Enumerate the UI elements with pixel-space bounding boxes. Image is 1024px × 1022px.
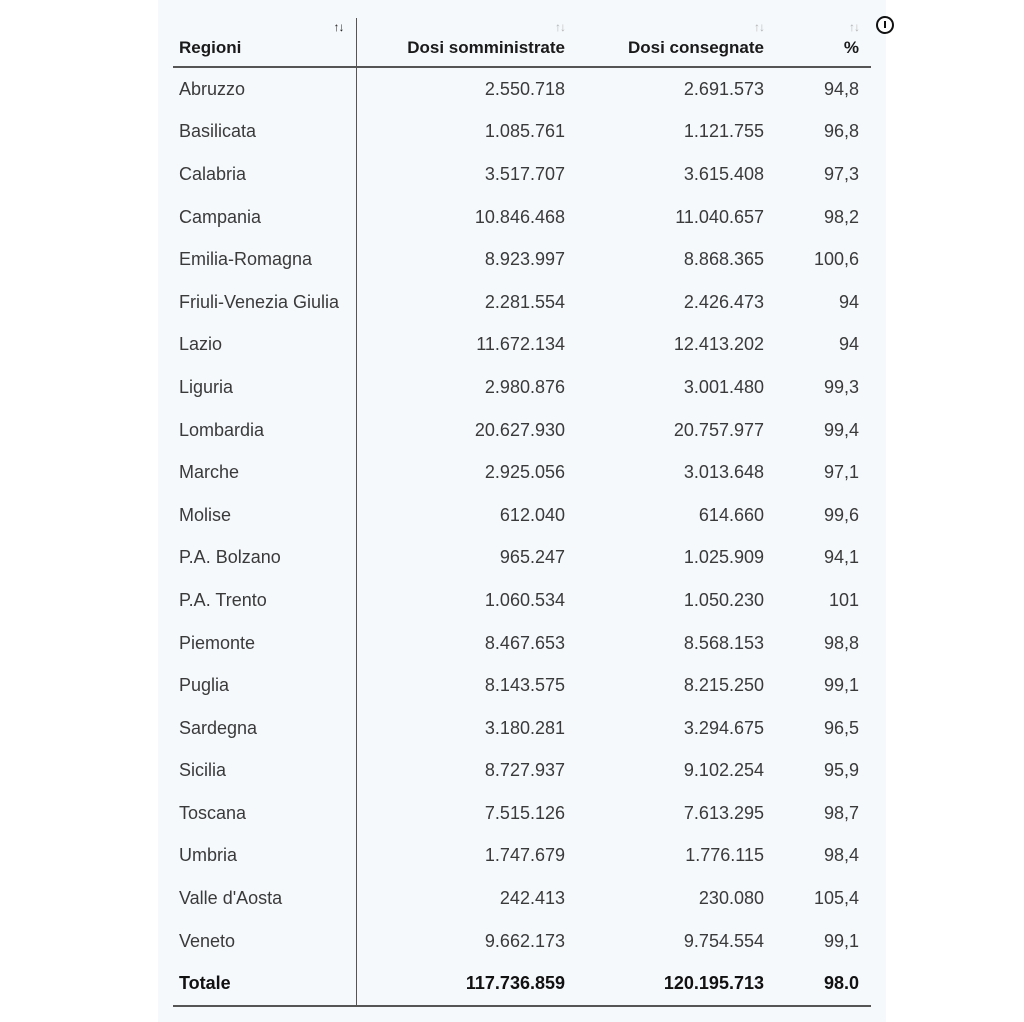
percent-cell: 98,4 [823, 845, 859, 866]
dosi-somministrate-cell: 2.550.718 [484, 78, 565, 99]
dosi-somministrate-cell: 2.980.876 [484, 376, 565, 397]
table-row [173, 111, 871, 154]
region-cell: Veneto [173, 920, 356, 963]
dosi-consegnate-cell: 3.615.408 [683, 163, 764, 184]
column-header-label: % [843, 38, 859, 57]
region-cell: Campania [173, 196, 356, 239]
percent-cell: 94,1 [823, 547, 859, 568]
dosi-somministrate-cell: 7.515.126 [484, 802, 565, 823]
dosi-somministrate-cell: 8.727.937 [484, 760, 565, 781]
dosi-somministrate-cell: 11.672.134 [476, 334, 565, 355]
dosi-consegnate-cell: 230.080 [698, 888, 764, 909]
table-row [173, 324, 871, 367]
percent-cell: 97,3 [823, 163, 859, 184]
table-row [173, 238, 871, 281]
sort-arrows-icon[interactable]: ↑↓ [849, 20, 859, 34]
dosi-somministrate-cell: 3.517.707 [484, 163, 565, 184]
dosi-consegnate-cell: 1.050.230 [683, 589, 764, 610]
region-cell: P.A. Bolzano [173, 537, 356, 580]
table-row [173, 707, 871, 750]
percent-cell: 99,1 [823, 675, 859, 696]
table-row [173, 67, 871, 111]
dosi-somministrate-cell: 1.747.679 [484, 845, 565, 866]
region-cell: Toscana [173, 792, 356, 835]
table-row [173, 920, 871, 963]
dosi-consegnate-cell: 9.754.554 [683, 930, 764, 951]
dosi-somministrate-cell: 3.180.281 [484, 717, 565, 738]
total-dosi-somministrate: 117.736.859 [356, 962, 581, 1006]
percent-cell: 94 [838, 334, 859, 355]
dosi-consegnate-cell: 3.294.675 [683, 717, 764, 738]
table-row [173, 579, 871, 622]
dosi-consegnate-cell: 1.121.755 [683, 121, 764, 142]
table-body [173, 67, 871, 962]
region-cell: Lombardia [173, 409, 356, 452]
dosi-somministrate-cell: 2.925.056 [484, 462, 565, 483]
dosi-consegnate-cell: 1.776.115 [685, 845, 764, 866]
dosi-consegnate-cell: 11.040.657 [675, 206, 764, 227]
region-cell: Umbria [173, 835, 356, 878]
region-cell: Marche [173, 451, 356, 494]
sort-arrows-icon[interactable]: ↑↓ [333, 20, 344, 34]
column-header-percent[interactable] [784, 18, 871, 67]
dosi-consegnate-cell: 1.025.909 [683, 547, 764, 568]
region-cell: Sardegna [173, 707, 356, 750]
region-cell: Abruzzo [173, 67, 356, 111]
total-label: Totale [173, 962, 356, 1006]
region-cell: Basilicata [173, 111, 356, 154]
dosi-consegnate-cell: 3.013.648 [683, 462, 764, 483]
region-cell: Emilia-Romagna [173, 238, 356, 281]
percent-cell: 101 [828, 589, 859, 610]
table-row [173, 750, 871, 793]
region-cell: Molise [173, 494, 356, 537]
percent-cell: 95,9 [823, 760, 859, 781]
region-cell: Lazio [173, 324, 356, 367]
info-icon[interactable] [876, 16, 894, 34]
table-row [173, 622, 871, 665]
percent-cell: 94 [838, 291, 859, 312]
table-row [173, 537, 871, 580]
column-header-dosi-consegnate[interactable] [581, 18, 784, 67]
region-cell: Puglia [173, 664, 356, 707]
dosi-somministrate-cell: 1.085.761 [484, 121, 565, 142]
dosi-somministrate-cell: 10.846.468 [474, 206, 565, 227]
region-cell: Calabria [173, 153, 356, 196]
table-row [173, 792, 871, 835]
dosi-consegnate-cell: 8.868.365 [683, 249, 764, 270]
column-header-dosi-somministrate[interactable] [356, 18, 581, 67]
percent-cell: 99,1 [823, 930, 859, 951]
total-dosi-consegnate: 120.195.713 [581, 962, 784, 1006]
table-footer [173, 962, 871, 1006]
table-row [173, 409, 871, 452]
percent-cell: 96,5 [823, 717, 859, 738]
dosi-somministrate-cell: 965.247 [499, 547, 565, 568]
total-row [173, 962, 871, 1006]
percent-cell: 94,8 [823, 78, 859, 99]
percent-cell: 105,4 [813, 888, 859, 909]
dosi-consegnate-cell: 8.215.250 [683, 675, 764, 696]
dosi-consegnate-cell: 614.660 [698, 504, 764, 525]
column-header-label: Dosi somministrate [407, 38, 565, 57]
percent-cell: 98,2 [823, 206, 859, 227]
percent-cell: 98,7 [823, 802, 859, 823]
sort-arrows-icon[interactable]: ↑↓ [754, 20, 764, 34]
column-header-label: Regioni [179, 38, 242, 57]
table-row [173, 494, 871, 537]
dosi-somministrate-cell: 20.627.930 [474, 419, 565, 440]
column-header-regioni[interactable] [173, 18, 356, 67]
region-cell: Sicilia [173, 750, 356, 793]
table-row [173, 281, 871, 324]
total-percent: 98.0 [784, 962, 871, 1006]
column-header-label: Dosi consegnate [627, 38, 764, 57]
table-row [173, 877, 871, 920]
percent-cell: 100,6 [813, 249, 859, 270]
dosi-consegnate-cell: 7.613.295 [683, 802, 764, 823]
region-cell: Piemonte [173, 622, 356, 665]
percent-cell: 97,1 [823, 462, 859, 483]
dosi-consegnate-cell: 9.102.254 [683, 760, 764, 781]
region-cell: Valle d'Aosta [173, 877, 356, 920]
vaccine-doses-table [173, 18, 871, 1007]
dosi-consegnate-cell: 8.568.153 [683, 632, 764, 653]
dosi-somministrate-cell: 1.060.534 [484, 589, 565, 610]
percent-cell: 99,3 [823, 376, 859, 397]
dosi-somministrate-cell: 8.923.997 [484, 249, 565, 270]
table-row [173, 366, 871, 409]
table-row [173, 196, 871, 239]
percent-cell: 98,8 [823, 632, 859, 653]
dosi-consegnate-cell: 2.691.573 [683, 78, 764, 99]
region-cell: Friuli-Venezia Giulia [173, 281, 356, 324]
region-cell: Liguria [173, 366, 356, 409]
dosi-somministrate-cell: 242.413 [499, 888, 565, 909]
dosi-somministrate-cell: 2.281.554 [484, 291, 565, 312]
table-header [173, 18, 871, 67]
dosi-consegnate-cell: 12.413.202 [673, 334, 764, 355]
percent-cell: 99,4 [823, 419, 859, 440]
percent-cell: 96,8 [823, 121, 859, 142]
dosi-somministrate-cell: 612.040 [499, 504, 565, 525]
table-row [173, 835, 871, 878]
dosi-somministrate-cell: 9.662.173 [484, 930, 565, 951]
dosi-consegnate-cell: 2.426.473 [683, 291, 764, 312]
table-row [173, 664, 871, 707]
dosi-consegnate-cell: 3.001.480 [683, 376, 764, 397]
region-cell: P.A. Trento [173, 579, 356, 622]
sort-arrows-icon[interactable]: ↑↓ [555, 20, 565, 34]
dosi-consegnate-cell: 20.757.977 [673, 419, 764, 440]
dosi-somministrate-cell: 8.467.653 [484, 632, 565, 653]
table-row [173, 153, 871, 196]
table-row [173, 451, 871, 494]
percent-cell: 99,6 [823, 504, 859, 525]
dosi-somministrate-cell: 8.143.575 [484, 675, 565, 696]
